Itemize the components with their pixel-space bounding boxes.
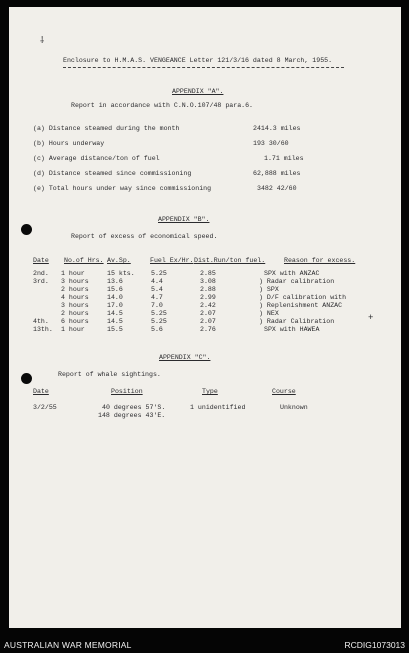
row-date: 3rd. [33,278,49,285]
letter-header: Enclosure to H.M.A.S. VENGEANCE Letter 121/3/16 dated 8 March, 1955. [63,57,333,64]
c-col-date: Date [33,388,49,395]
appendix-c-subtitle: Report of whale sightings. [58,371,161,378]
row-date: 4th. [33,318,49,325]
appendix-a-subtitle: Report in accordance with C.N.O.107/48 para.6. [71,102,254,109]
row-distance: 2.07 [200,310,216,317]
col-fuel: Fuel Ex/Hr. [150,257,194,264]
staple-mark: ⸸ [40,36,45,46]
row-fuel: 4.7 [151,294,163,301]
header-underline [63,67,344,68]
c-row-course: Unknown [280,404,308,411]
row-distance: 3.08 [200,278,216,285]
row-speed: 15.5 [107,326,123,333]
col-date: Date [33,257,49,264]
col-hours: No.of Hrs. [64,257,104,264]
row-fuel: 5.25 [151,318,167,325]
row-fuel: 5.6 [151,326,163,333]
item-d-label: (d) Distance steamed since commissioning [33,170,192,177]
row-speed: 17.0 [107,302,123,309]
appendix-a-title: APPENDIX "A". [172,88,224,95]
row-fuel: 7.0 [151,302,163,309]
col-speed: Av.Sp. [107,257,131,264]
archive-name: AUSTRALIAN WAR MEMORIAL [4,640,132,650]
item-a-value: 2414.3 miles [253,125,301,132]
item-c-label: (c) Average distance/ton of fuel [33,155,160,162]
row-reason: ) NEX [259,310,279,317]
row-date: 13th. [33,326,53,333]
row-distance: 2.88 [200,286,216,293]
row-reason: ) Radar Calibration [259,318,335,325]
appendix-b-subtitle: Report of excess of economical speed. [71,233,218,240]
c-row-date: 3/2/55 [33,404,57,411]
appendix-b-title: APPENDIX "B". [158,216,210,223]
punch-hole [21,373,32,384]
row-hours: 1 hour [61,270,85,277]
appendix-c-title: APPENDIX "C". [159,354,211,361]
c-col-position: Position [111,388,143,395]
document-page [9,7,401,628]
item-e-value: 3482 42/60 [257,185,297,192]
row-speed: 13.6 [107,278,123,285]
col-reason: Reason for excess. [284,257,356,264]
row-reason: ) D/F calibration with [259,294,347,301]
row-hours: 6 hours [61,318,89,325]
row-hours: 3 hours [61,278,89,285]
archive-footer [0,630,409,653]
c-row-position-lat: 40 degrees 57'S. [102,404,166,411]
row-reason: ) Replenishment ANZAC [259,302,343,309]
row-hours: 2 hours [61,310,89,317]
row-speed: 14.5 [107,318,123,325]
row-reason: SPX with HAWEA [264,326,320,333]
row-speed: 15.6 [107,286,123,293]
row-speed: 15 kts. [107,270,135,277]
row-hours: 4 hours [61,294,89,301]
row-date: 2nd. [33,270,49,277]
c-row-position-long: 148 degrees 43'E. [98,412,166,419]
item-a-label: (a) Distance steamed during the month [33,125,180,132]
row-hours: 3 hours [61,302,89,309]
c-col-course: Course [272,388,296,395]
row-speed: 14.0 [107,294,123,301]
row-distance: 2.76 [200,326,216,333]
row-distance: 2.99 [200,294,216,301]
col-distance: Dist.Run/ton fuel. [194,257,266,264]
row-distance: 2.42 [200,302,216,309]
item-c-value: 1.71 miles [264,155,304,162]
row-distance: 2.07 [200,318,216,325]
row-fuel: 5.4 [151,286,163,293]
row-reason: ) Radar calibration [259,278,335,285]
row-fuel: 5.25 [151,310,167,317]
c-row-type: 1 unidentified [190,404,246,411]
item-b-label: (b) Hours underway [33,140,105,147]
c-col-type: Type [202,388,218,395]
row-speed: 14.5 [107,310,123,317]
row-distance: 2.85 [200,270,216,277]
row-reason: SPX with ANZAC [264,270,320,277]
row-hours: 1 hour [61,326,85,333]
archive-id: RCDIG1073013 [344,640,405,650]
row-fuel: 4.4 [151,278,163,285]
margin-mark: + [368,313,374,323]
item-d-value: 62,888 miles [253,170,301,177]
punch-hole [21,224,32,235]
row-hours: 2 hours [61,286,89,293]
row-reason: ) SPX [259,286,279,293]
item-b-value: 193 30/60 [253,140,289,147]
row-fuel: 5.25 [151,270,167,277]
item-e-label: (e) Total hours under way since commissioning [33,185,212,192]
